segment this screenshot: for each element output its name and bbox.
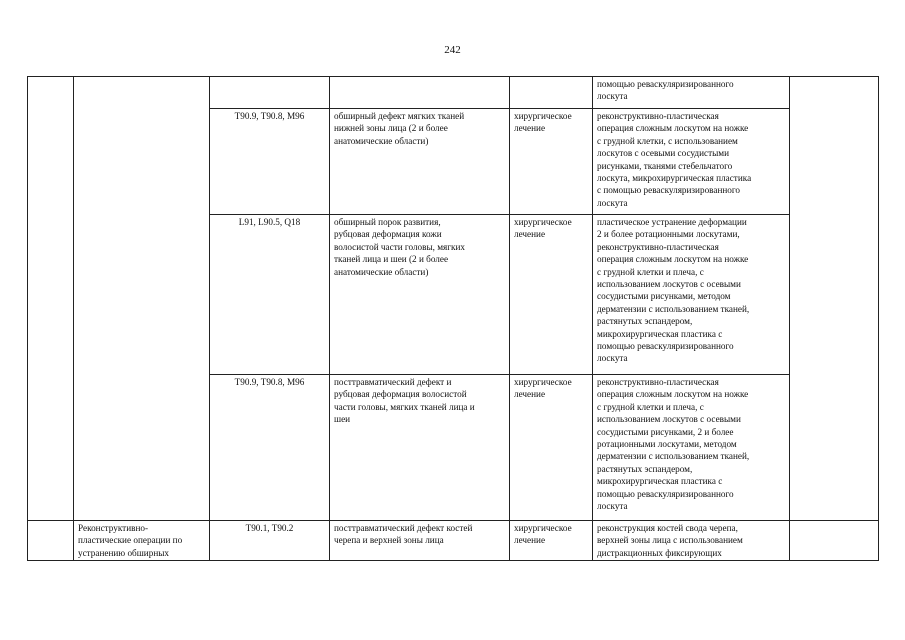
description-cell: посттравматический дефект костей черепа и верхней зоны лица	[330, 521, 510, 561]
procedures-table	[27, 76, 879, 561]
treatment-type-cell: хирургическое лечение	[510, 375, 593, 521]
diagnosis-codes-cell: T90.9, T90.8, M96	[210, 109, 330, 215]
row-number-cell	[28, 77, 74, 521]
page-number: 242	[444, 44, 461, 56]
group-name-cell	[74, 77, 210, 521]
treatment-type-cell	[510, 77, 593, 109]
row-number-cell	[28, 521, 74, 561]
method-cell: пластическое устранение деформации 2 и более ротационными лоскутами, реконструктивно-пластическая операция сложным лоскутом на ножке с грудной клетки и плеча, с использованием лоскутов с осевыми сосудистыми рисунками, методом дерматензии с использованием тканей, растянутых эспандером, микрохирургическая пластика с помощью реваскуляризированного лоскута	[593, 215, 790, 375]
description-cell: посттравматический дефект и рубцовая деформация волосистой части головы, мягких тканей лица и шеи	[330, 375, 510, 521]
method-cell: реконструкция костей свода черепа, верхней зоны лица с использованием дистракционных фиксирующих	[593, 521, 790, 561]
treatment-type-cell: хирургическое лечение	[510, 109, 593, 215]
group-name-cell: Реконструктивно- пластические операции по устранению обширных	[74, 521, 210, 561]
diagnosis-codes-cell	[210, 77, 330, 109]
method-cell: помощью реваскуляризированного лоскута	[593, 77, 790, 109]
description-cell	[330, 77, 510, 109]
treatment-type-cell: хирургическое лечение	[510, 521, 593, 561]
cost-cell	[790, 521, 879, 561]
diagnosis-codes-cell: L91, L90.5, Q18	[210, 215, 330, 375]
description-cell: обширный дефект мягких тканей нижней зоны лица (2 и более анатомические области)	[330, 109, 510, 215]
cost-cell	[790, 77, 879, 521]
table-row	[28, 77, 879, 109]
description-cell: обширный порок развития, рубцовая деформация кожи волосистой части головы, мягких тканей лица и шеи (2 и более анатомические области)	[330, 215, 510, 375]
treatment-type-cell: хирургическое лечение	[510, 215, 593, 375]
diagnosis-codes-cell: T90.9, T90.8, M96	[210, 375, 330, 521]
table-row	[28, 521, 879, 561]
method-cell: реконструктивно-пластическая операция сложным лоскутом на ножке с грудной клетки и плеча, с использованием лоскутов с осевыми сосудистыми рисунками, 2 и более ротационными лоскутами, методом дерматензии с использованием тканей, растянутых эспандером, микрохирургическая пластика с помощью реваскуляризированного лоскута	[593, 375, 790, 521]
diagnosis-codes-cell: T90.1, T90.2	[210, 521, 330, 561]
method-cell: реконструктивно-пластическая операция сложным лоскутом на ножке с грудной клетки, с использованием лоскутов с осевыми сосудистыми рисунками, тканями стебельчатого лоскута, микрохирургическая пластика с помощью реваскуляризированного лоскута	[593, 109, 790, 215]
